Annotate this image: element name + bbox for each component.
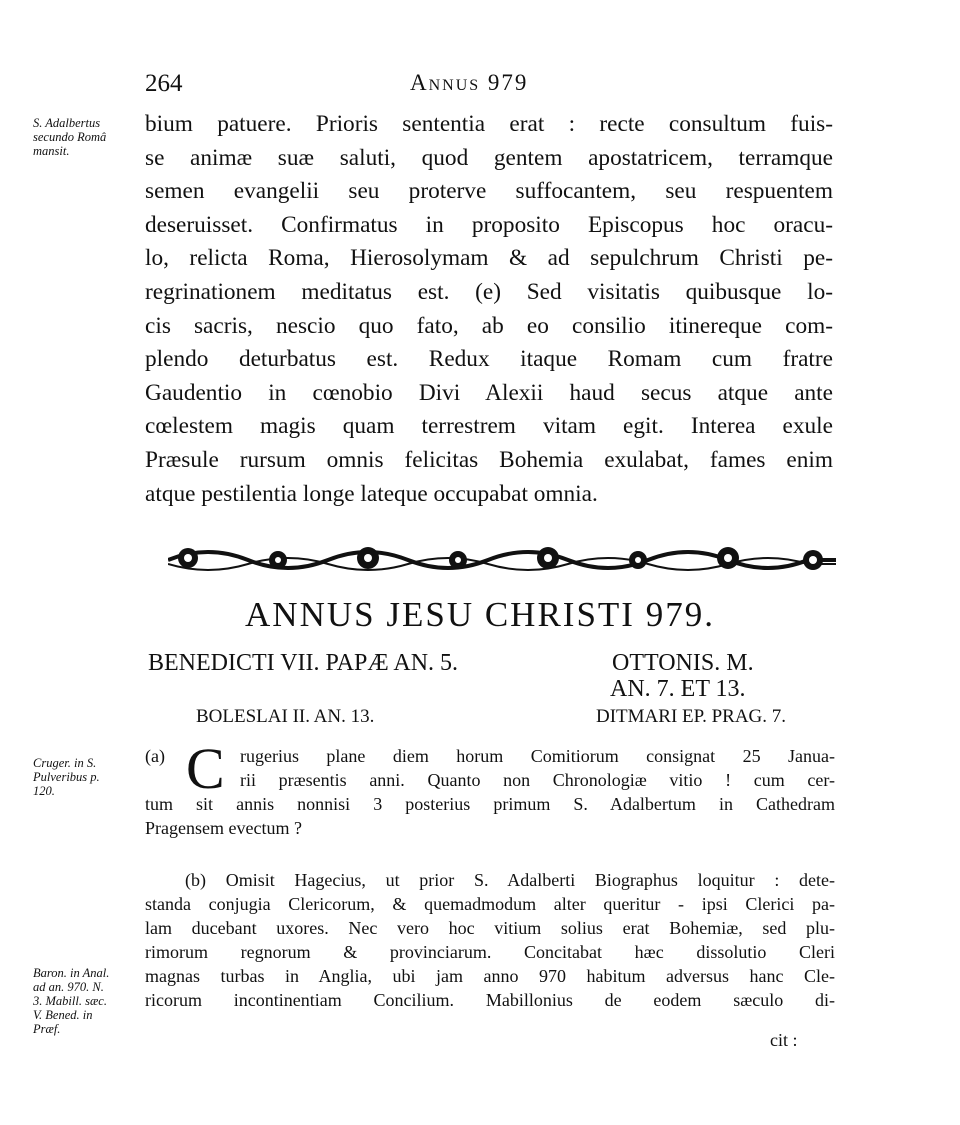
regnal-otto-years: AN. 7. ET 13.	[610, 676, 746, 702]
note-a-indented	[240, 744, 835, 792]
page-number: 264	[145, 70, 183, 97]
text-line: plendo deturbatus est. Redux itaque Romam cum fratre	[145, 346, 833, 373]
decorative-ornament-band	[168, 540, 836, 576]
regnal-otto: OTTONIS. M.	[612, 650, 754, 676]
text-line: regrinationem meditatus est. (e) Sed visitatis quibusque lo-	[145, 278, 833, 305]
note-a	[145, 792, 835, 840]
note-line: lam ducebant uxores. Nec vero hoc vitium solius erat Bohemiæ, sed plu-	[145, 918, 835, 938]
footnote-marker-a: (a)	[145, 746, 165, 766]
note-line: tum sit annis nonnisi 3 posterius primum S. Adalbertum in Cathedram	[145, 794, 835, 814]
regnal-benedict: BENEDICTI VII. PAPÆ AN. 5.	[148, 650, 459, 676]
note-line: rii præsentis anni. Quanto non Chronologiæ vitio ! cum cer-	[240, 770, 835, 790]
text-line: lo, relicta Roma, Hierosolymam & ad sepulchrum Christi pe-	[145, 245, 833, 272]
note-line: magnas turbas in Anglia, ubi jam anno 970 habitum adversus hanc Cle-	[145, 966, 835, 986]
note-line: rimorum regnorum & provinciarum. Concitabat hæc dissolutio Cleri	[145, 942, 835, 962]
text-line: Gaudentio in cœnobio Divi Alexii haud secus atque ante	[145, 379, 833, 406]
regnal-boleslai: BOLESLAI II. AN. 13.	[196, 706, 375, 727]
margin-note-baronius: Baron. in Anal. ad an. 970. N. 3. Mabill. sæc. V. Bened. in Præf.	[33, 966, 110, 1036]
note-line: rugerius plane diem horum Comitiorum consignat 25 Janua-	[240, 746, 835, 766]
year-heading: ANNUS JESU CHRISTI 979.	[245, 595, 715, 634]
main-text	[145, 108, 833, 511]
note-line: ricorum incontinentiam Concilium. Mabillonius de eodem sæculo di-	[145, 990, 835, 1010]
note-line: Pragensem evectum ?	[145, 818, 302, 838]
text-line: semen evangelii seu proterve suffocantem, seu respuentem	[145, 178, 833, 205]
note-b	[145, 868, 835, 1012]
text-line: cœlestem magis quam terrestrem vitam egit. Interea exule	[145, 413, 833, 440]
text-line: deseruisset. Confirmatus in proposito Episcopus hoc oracu-	[145, 211, 833, 238]
text-line: Præsule rursum omnis felicitas Bohemia exulabat, fames enim	[145, 446, 833, 473]
margin-note-cruger: Cruger. in S. Pulveribus p. 120.	[33, 756, 100, 798]
text-line: se animæ suæ saluti, quod gentem apostatricem, terramque	[145, 144, 833, 171]
note-line: (b) Omisit Hagecius, ut prior S. Adalberti Biographus loquitur : dete-	[185, 870, 835, 890]
text-line: atque pestilentia longe lateque occupabat omnia.	[145, 480, 598, 507]
catchword: cit :	[770, 1030, 798, 1050]
text-line: cis sacris, nescio quo fato, ab eo consilio itinereque com-	[145, 312, 833, 339]
running-title: Annus 979	[410, 70, 529, 95]
drop-cap: C	[186, 736, 225, 801]
text-line: bium patuere. Prioris sententia erat : recte consultum fuis-	[145, 111, 833, 137]
regnal-ditmari: DITMARI EP. PRAG. 7.	[596, 706, 787, 727]
note-line: standa conjugia Clericorum, & quemadmodum alter queritur - ipsi Clerici pa-	[145, 894, 835, 914]
margin-note-adalbertus: S. Adalbertus secundo Româ mansit.	[33, 116, 107, 158]
